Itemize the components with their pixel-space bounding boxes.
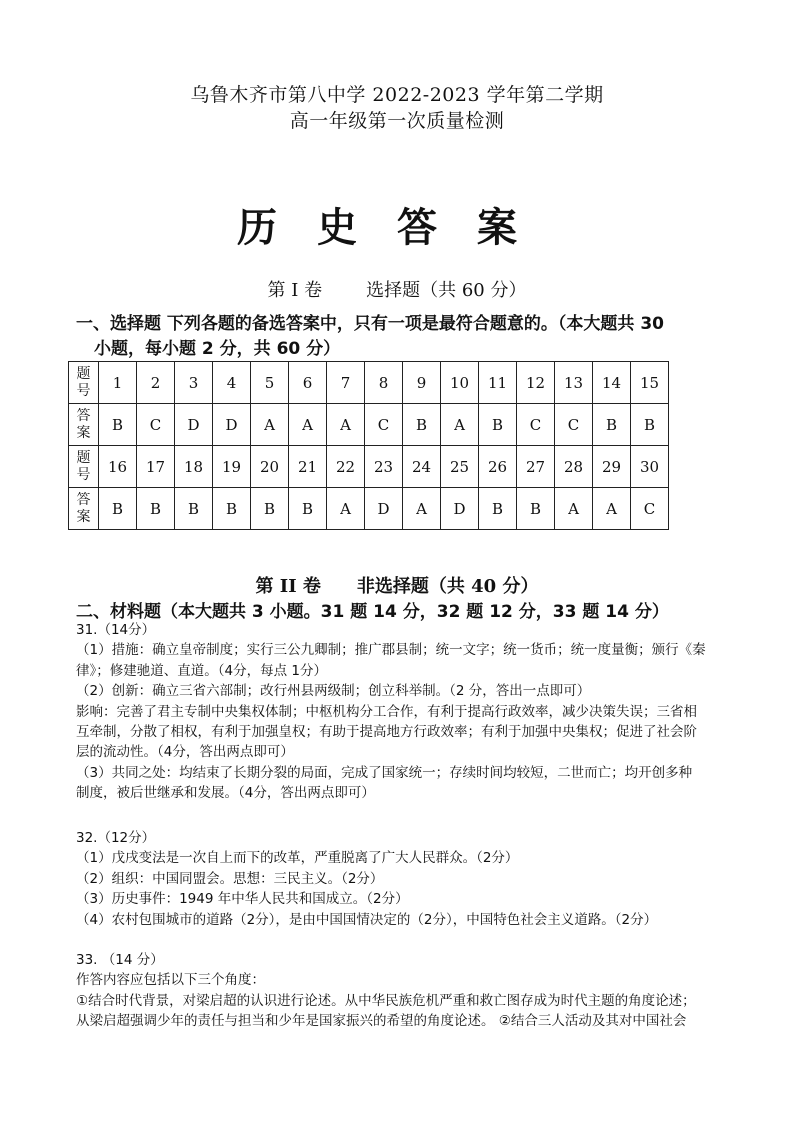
question-number-cell: 7: [327, 362, 365, 404]
part2-heading: [0, 572, 794, 598]
question-number-cell: 17: [137, 446, 175, 488]
section1-line1: 一、选择题 下列各题的备选答案中，只有一项是最符合题意的。（本大题共 30: [76, 314, 664, 334]
header-exam-name: 高一年级第一次质量检测: [289, 110, 505, 132]
question-number-cell: 16: [99, 446, 137, 488]
question-number-cell: 11: [479, 362, 517, 404]
question-number-cell: 12: [517, 362, 555, 404]
answer-cell: C: [137, 404, 175, 446]
question-number-cell: 28: [555, 446, 593, 488]
answer-cell: B: [137, 488, 175, 530]
q33-line: 作答内容应包括以下三个角度：: [76, 972, 265, 989]
question-number-cell: 25: [441, 446, 479, 488]
answer-cell: B: [213, 488, 251, 530]
q31-line: 层的流动性。（4分，答出两点即可）: [76, 744, 294, 761]
question-number-cell: 27: [517, 446, 555, 488]
question-number-cell: 3: [175, 362, 213, 404]
answer-cell: C: [365, 404, 403, 446]
answer-cell: A: [441, 404, 479, 446]
page-title: 历史答案: [237, 204, 557, 251]
section2-instructions: 二、材料题（本大题共 3 小题。31 题 14 分，32 题 12 分，33 题 14 分）: [76, 602, 669, 622]
question-number-cell: 1: [99, 362, 137, 404]
q32-line: （4）农村包围城市的道路（2分），是由中国国情决定的（2分），中国特色社会主义道路。（2分）: [76, 911, 658, 928]
answer-row: [69, 488, 669, 530]
answer-cell: B: [479, 488, 517, 530]
question-number-cell: 6: [289, 362, 327, 404]
answer-cell: B: [175, 488, 213, 530]
question-number-cell: 23: [365, 446, 403, 488]
part2-volume: 第 II 卷: [255, 576, 321, 597]
row-header-cell: 题 号: [69, 446, 99, 488]
question-number-row: [69, 446, 669, 488]
question-number-cell: 21: [289, 446, 327, 488]
answer-row: [69, 404, 669, 446]
question-number-cell: 10: [441, 362, 479, 404]
question-32-answer: [76, 828, 726, 930]
answer-cell: B: [99, 488, 137, 530]
answer-cell: B: [593, 404, 631, 446]
question-number-cell: 29: [593, 446, 631, 488]
answer-cell: C: [555, 404, 593, 446]
answer-cell: B: [517, 488, 555, 530]
question-number-cell: 5: [251, 362, 289, 404]
answer-cell: A: [403, 488, 441, 530]
question-number-cell: 22: [327, 446, 365, 488]
question-number-cell: 9: [403, 362, 441, 404]
answer-cell: D: [365, 488, 403, 530]
answer-cell: B: [403, 404, 441, 446]
header-school-term: 乌鲁木齐市第八中学 2022-2023 学年第二学期: [190, 84, 604, 106]
answer-cell: A: [289, 404, 327, 446]
question-number-cell: 24: [403, 446, 441, 488]
question-number-cell: 14: [593, 362, 631, 404]
question-number-cell: 8: [365, 362, 403, 404]
answer-cell: A: [327, 488, 365, 530]
row-header-cell: 题 号: [69, 362, 99, 404]
q33-line: ①结合时代背景，对梁启超的认识进行论述。从中华民族危机严重和救亡图存成为时代主题的角度论述；: [76, 992, 696, 1009]
question-number-cell: 2: [137, 362, 175, 404]
answer-cell: A: [593, 488, 631, 530]
answer-cell: D: [441, 488, 479, 530]
answer-cell: B: [251, 488, 289, 530]
q33-line: 从梁启超强调少年的责任与担当和少年是国家振兴的希望的角度论述。 ②结合三人活动及其对中国社会: [76, 1013, 687, 1030]
q31-line: 律》；修建驰道、直道。（4分，每点 1分）: [76, 662, 327, 679]
question-number-row: [69, 362, 669, 404]
answer-cell: B: [99, 404, 137, 446]
q31-line: 31.（14分）: [76, 622, 156, 638]
answer-cell: D: [213, 404, 251, 446]
answer-cell: A: [251, 404, 289, 446]
q32-line: （2）组织：中国同盟会。思想：三民主义。（2分）: [76, 870, 384, 887]
q31-line: （3）共同之处：均结束了长期分裂的局面，完成了国家统一；存续时间均较短，二世而亡；均开创多种: [76, 764, 693, 781]
answer-cell: A: [327, 404, 365, 446]
section1-instructions: [76, 312, 736, 362]
question-number-cell: 13: [555, 362, 593, 404]
q31-line: 影响：完善了君主专制中央集权体制；中枢机构分工合作，有利于提高行政效率，减少决策失误；三省相: [76, 703, 697, 720]
answer-cell: C: [631, 488, 669, 530]
part1-volume: 第 I 卷: [267, 280, 323, 301]
question-number-cell: 18: [175, 446, 213, 488]
answer-cell: D: [175, 404, 213, 446]
q32-line: （1）戊戌变法是一次自上而下的改革，严重脱离了广大人民群众。（2分）: [76, 850, 519, 867]
answer-cell: A: [555, 488, 593, 530]
q32-line: （3）历史事件：1949 年中华人民共和国成立。（2分）: [76, 891, 409, 908]
part1-heading: [0, 276, 794, 302]
answer-cell: C: [517, 404, 555, 446]
q31-line: （2）创新：确立三省六部制；改行州县两级制；创立科举制。（2 分，答出一点即可）: [76, 683, 591, 700]
question-number-cell: 4: [213, 362, 251, 404]
answer-cell: B: [479, 404, 517, 446]
q31-line: 互牵制，分散了相权，有利于加强皇权；有助于提高地方行政效率；有利于加强中央集权；促进了社会阶: [76, 724, 697, 741]
answer-table: [68, 361, 669, 530]
answer-cell: B: [289, 488, 327, 530]
question-33-answer: [76, 950, 726, 1032]
part1-name: 选择题（共 60 分）: [366, 280, 527, 301]
section1-line2: 小题，每小题 2 分，共 60 分）: [94, 339, 341, 359]
answer-cell: B: [631, 404, 669, 446]
q33-line: 33. （14 分）: [76, 952, 164, 968]
question-number-cell: 15: [631, 362, 669, 404]
row-header-cell: 答 案: [69, 488, 99, 530]
question-number-cell: 30: [631, 446, 669, 488]
q31-line: 制度，被后世继承和发展。（4分，答出两点即可）: [76, 785, 375, 802]
q31-line: （1）措施：确立皇帝制度；实行三公九卿制；推广郡县制；统一文字；统一货币；统一度量衡；颁行《秦: [76, 642, 706, 659]
question-number-cell: 20: [251, 446, 289, 488]
question-31-answer: [76, 620, 726, 804]
question-number-cell: 19: [213, 446, 251, 488]
question-number-cell: 26: [479, 446, 517, 488]
row-header-cell: 答 案: [69, 404, 99, 446]
part2-name: 非选择题（共 40 分）: [356, 576, 539, 597]
q32-line: 32.（12分）: [76, 830, 156, 846]
